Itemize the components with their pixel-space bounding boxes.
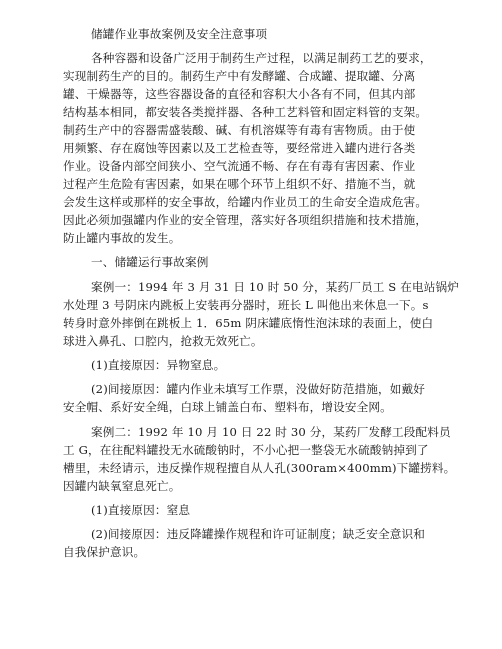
intro-line: 因此必须加强罐内作业的安全管理，落实好各项组织措施和技术措施， [63, 213, 428, 227]
intro-line: 作业。设备内部空间狭小、空气流通不畅、存在有毒有害因素、作业 [63, 159, 416, 173]
section-heading: 一、储罐运行事故案例 [91, 255, 209, 269]
case2-direct-line: (1)直接原因：窒息 [91, 503, 191, 517]
case1-line: 案例一：1994 年 3 月 31 日 10 时 50 分，某药厂员工 S 在电站锅炉 [91, 280, 459, 294]
intro-line: 罐、干燥器等，这些容器设备的直径和容积大小各有不同，但其内部 [63, 87, 416, 101]
intro-line: 各种容器和设备广泛用于制药生产过程，以满足制药工艺的要求， [91, 51, 432, 65]
intro-line: 结构基本相同，都安装各类搅拌器、各种工艺料管和固定料管的支架。 [63, 105, 428, 119]
intro-line: 过程产生危险有害因素，如果在哪个环节上组织不好、措施不当，就 [63, 177, 416, 191]
case1-line: 水处理 3 号阴床内跳板上安装再分器时，班长 L 叫他出来休息一下。s [63, 298, 429, 312]
case2-indirect-line: (2)间接原因：违反降罐操作规程和许可证制度；缺乏安全意识和 [91, 527, 425, 541]
case2-line: 槽里，未经请示，违反操作规程擅自从人孔(300ram×400mm)下罐捞料。 [63, 461, 456, 475]
case2-line: 因罐内缺氧窒息死亡。 [63, 479, 181, 493]
case2-indirect-line: 自我保护意识。 [63, 545, 146, 559]
case1-indirect-line: 安全帽、系好安全绳，白球上铺盖白布、塑料布，增设安全网。 [63, 400, 392, 414]
case1-indirect-line: (2)间接原因：罐内作业未填写工作票，没做好防范措施，如戴好 [91, 382, 425, 396]
case1-line: 球进入鼻孔、口腔内，抢救无效死亡。 [63, 334, 263, 348]
intro-line: 实现制药生产的目的。制药生产中有发酵罐、合成罐、提取罐、分离 [63, 69, 416, 83]
intro-line: 防止罐内事故的发生。 [63, 231, 181, 245]
intro-line: 制药生产中的容器需盛装酸、碱、有机溶媒等有毒有害物质。由于使 [63, 123, 416, 137]
intro-line: 用频繁、存在腐蚀等因素以及工艺检查等，要经常进入罐内进行各类 [63, 141, 416, 155]
case1-direct-line: (1)直接原因：异物窒息。 [91, 358, 226, 372]
case2-line: 案例二：1992 年 10 月 10 日 22 时 30 分，某药厂发酵工段配料员 [91, 425, 451, 439]
document-title: 储罐作业事故案例及安全注意事项 [91, 27, 268, 41]
intro-line: 会发生这样或那样的安全事故，给罐内作业员工的生命安全造成危害。 [63, 195, 428, 209]
case1-line: 转身时意外摔倒在跳板上 1．65m 阴床罐底惰性泡沫球的表面上，使白 [63, 316, 434, 330]
case2-line: 工 G，在往配料罐投无水硫酸钠时，不小心把一整袋无水硫酸钠掉到了 [63, 443, 429, 457]
